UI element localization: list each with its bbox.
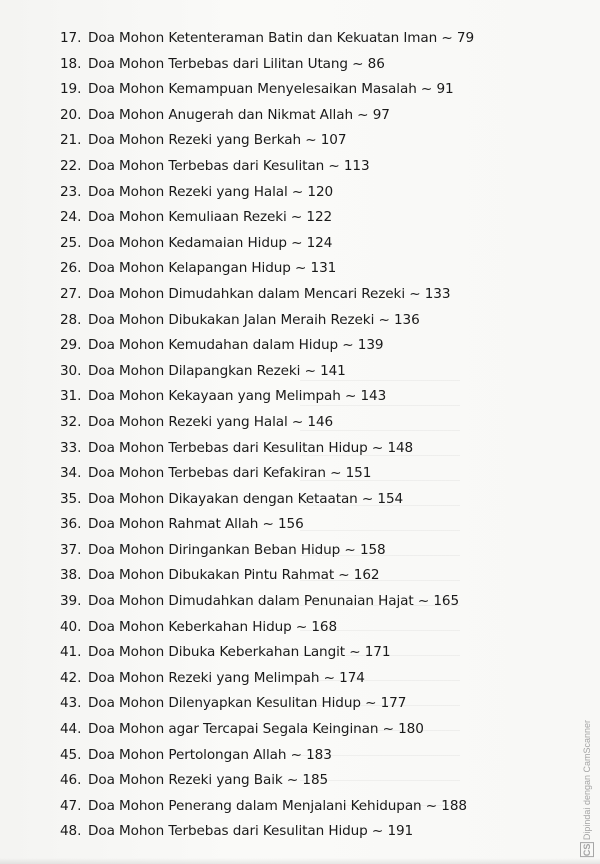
toc-entry-title: Doa Mohon Rezeki yang Berkah ~ 107	[88, 132, 347, 149]
toc-entry-title: Doa Mohon Dilenyapkan Kesulitan Hidup ~ 177	[88, 695, 407, 712]
toc-entry	[60, 538, 474, 564]
toc-entry-title: Doa Mohon Dibukakan Pintu Rahmat ~ 162	[88, 567, 380, 584]
toc-entry	[60, 103, 474, 129]
toc-entry-title: Doa Mohon Rahmat Allah ~ 156	[88, 516, 304, 533]
toc-entry-number: 42.	[60, 669, 82, 686]
toc-entry-title: Doa Mohon Terbebas dari Kefakiran ~ 151	[88, 465, 372, 482]
toc-entry-number: 29.	[60, 337, 82, 354]
toc-entry-number: 28.	[60, 311, 82, 328]
toc-entry-number: 22.	[60, 157, 82, 174]
toc-entry-title: Doa Mohon Dilapangkan Rezeki ~ 141	[88, 362, 346, 379]
toc-entry-number: 37.	[60, 541, 82, 558]
toc-entry	[60, 333, 474, 359]
toc-entry-title: Doa Mohon Pertolongan Allah ~ 183	[88, 746, 332, 763]
toc-entry	[60, 487, 474, 513]
toc-entry-number: 45.	[60, 746, 82, 763]
toc-entry	[60, 717, 474, 743]
toc-entry	[60, 128, 474, 154]
toc-entry-title: Doa Mohon Terbebas dari Kesulitan Hidup ~ 191	[88, 823, 414, 840]
toc-entry	[60, 52, 474, 78]
toc-entry-number: 47.	[60, 797, 82, 814]
toc-entry-number: 18.	[60, 55, 82, 72]
toc-entry	[60, 231, 474, 257]
toc-entry-number: 21.	[60, 132, 82, 149]
toc-entry	[60, 26, 474, 52]
scanner-watermark-text: Dipindai dengan CamScanner	[582, 720, 592, 841]
toc-entry	[60, 640, 474, 666]
toc-entry-number: 25.	[60, 234, 82, 251]
toc-entry-number: 17.	[60, 30, 82, 46]
toc-entry-number: 40.	[60, 618, 82, 635]
toc-entry-title: Doa Mohon Terbebas dari Kesulitan Hidup ~ 148	[88, 439, 414, 456]
toc-entry-number: 36.	[60, 516, 82, 533]
toc-entry-number: 43.	[60, 695, 82, 712]
toc-entry-title: Doa Mohon Kedamaian Hidup ~ 124	[88, 234, 333, 251]
toc-entry	[60, 461, 474, 487]
toc-entry	[60, 589, 474, 615]
toc-entry-title: Doa Mohon Rezeki yang Halal ~ 146	[88, 413, 334, 430]
toc-entry	[60, 691, 474, 717]
toc-entry-title: Doa Mohon Penerang dalam Menjalani Kehidupan ~ 188	[88, 797, 467, 814]
toc-entry-title: Doa Mohon agar Tercapai Segala Keinginan ~ 180	[88, 721, 424, 738]
toc-entry	[60, 768, 474, 794]
toc-entry	[60, 282, 474, 308]
toc-entry	[60, 436, 474, 462]
toc-entry	[60, 256, 474, 282]
toc-entry-title: Doa Mohon Ketenteraman Batin dan Kekuatan Iman ~ 79	[88, 30, 474, 46]
camscanner-logo-icon: CS	[582, 843, 592, 857]
toc-entry-number: 41.	[60, 644, 82, 661]
toc-entry	[60, 743, 474, 769]
toc-entry-title: Doa Mohon Rezeki yang Baik ~ 185	[88, 772, 329, 789]
toc-entry	[60, 819, 474, 845]
toc-entry-number: 30.	[60, 362, 82, 379]
toc-entry	[60, 615, 474, 641]
toc-entry-number: 39.	[60, 593, 82, 610]
toc-entry-title: Doa Mohon Kemampuan Menyelesaikan Masalah ~ 91	[88, 81, 454, 98]
toc-entry	[60, 359, 474, 385]
toc-entry-title: Doa Mohon Keberkahan Hidup ~ 168	[88, 618, 338, 635]
toc-entry-title: Doa Mohon Terbebas dari Lilitan Utang ~ 86	[88, 55, 385, 72]
toc-entry-title: Doa Mohon Kemudahan dalam Hidup ~ 139	[88, 337, 384, 354]
toc-entry-title: Doa Mohon Rezeki yang Melimpah ~ 174	[88, 669, 365, 686]
toc-entry-number: 38.	[60, 567, 82, 584]
scanner-watermark	[580, 720, 594, 860]
toc-entry-title: Doa Mohon Dimudahkan dalam Mencari Rezeki ~ 133	[88, 285, 451, 302]
toc-entry-title: Doa Mohon Kemuliaan Rezeki ~ 122	[88, 209, 333, 226]
toc-entry-number: 44.	[60, 721, 82, 738]
toc-entry	[60, 384, 474, 410]
toc-entry	[60, 154, 474, 180]
toc-entry-number: 26.	[60, 260, 82, 277]
toc-entry	[60, 205, 474, 231]
toc-entry-title: Doa Mohon Anugerah dan Nikmat Allah ~ 97	[88, 106, 390, 123]
toc-entry-title: Doa Mohon Rezeki yang Halal ~ 120	[88, 183, 334, 200]
toc-entry	[60, 512, 474, 538]
toc-entry-title: Doa Mohon Diringankan Beban Hidup ~ 158	[88, 541, 386, 558]
toc-entry-number: 31.	[60, 388, 82, 405]
toc-entry-number: 33.	[60, 439, 82, 456]
toc-entry-title: Doa Mohon Terbebas dari Kesulitan ~ 113	[88, 157, 370, 174]
table-of-contents	[60, 26, 474, 845]
toc-entry-number: 35.	[60, 490, 82, 507]
toc-entry-number: 46.	[60, 772, 82, 789]
toc-entry-title: Doa Mohon Dimudahkan dalam Penunaian Hajat ~ 165	[88, 593, 460, 610]
toc-entry-number: 34.	[60, 465, 82, 482]
toc-entry-title: Doa Mohon Kelapangan Hidup ~ 131	[88, 260, 337, 277]
toc-entry-number: 48.	[60, 823, 82, 840]
page-bottom-edge	[0, 858, 600, 864]
toc-entry	[60, 410, 474, 436]
toc-entry	[60, 77, 474, 103]
toc-entry-number: 19.	[60, 81, 82, 98]
toc-entry	[60, 794, 474, 820]
toc-entry	[60, 666, 474, 692]
toc-entry-number: 24.	[60, 209, 82, 226]
toc-entry-number: 20.	[60, 106, 82, 123]
toc-entry	[60, 563, 474, 589]
toc-entry-title: Doa Mohon Kekayaan yang Melimpah ~ 143	[88, 388, 387, 405]
toc-entry-title: Doa Mohon Dibuka Keberkahan Langit ~ 171	[88, 644, 391, 661]
toc-entry	[60, 308, 474, 334]
toc-entry-number: 23.	[60, 183, 82, 200]
toc-entry-number: 32.	[60, 413, 82, 430]
toc-entry	[60, 180, 474, 206]
toc-entry-title: Doa Mohon Dibukakan Jalan Meraih Rezeki ~ 136	[88, 311, 420, 328]
toc-entry-number: 27.	[60, 285, 82, 302]
toc-entry-title: Doa Mohon Dikayakan dengan Ketaatan ~ 154	[88, 490, 404, 507]
